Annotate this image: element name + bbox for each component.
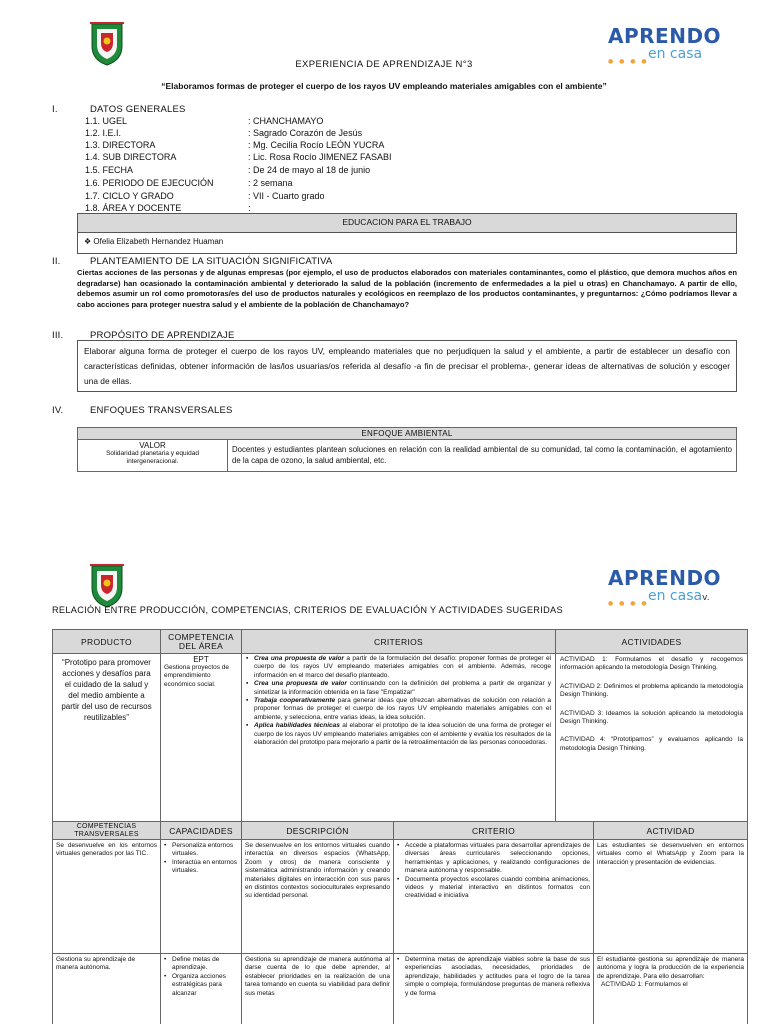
competencia-area-cell	[161, 654, 242, 824]
document-page-2	[0, 540, 768, 1024]
enfoque-table	[77, 427, 737, 472]
school-emblem-icon	[88, 564, 126, 608]
criterio-item: ▪ Crea una propuesta de valor continuando con la definición del problema a partir de organizar y sintetizar la información obtenida en la fase "Empatizar"	[246, 680, 551, 697]
actividad-cell	[594, 954, 748, 1024]
descripcion-text: Se desenvuelve en los entornos virtuales cuando interactúa en diversos espacios (WhatsApp, Zoom y otros) de manera consciente y sistemática administrando información y creando materiales digitales en interacción con sus pares en distintos contextos socioculturales expresando su identidad personal.	[242, 840, 394, 954]
criterio-item: ▪ Aplica habilidades técnicas al elaborar el prototipo de la idea solución de una forma de proteger el cuerpo de los rayos UV empleando materiales amigables con el ambiente y evalúa los resultados de la elaboración del prototipo para mejorarlo a partir de la retroalimentación de las personas conocedoras.	[246, 722, 551, 747]
producto-text: “Prototipo para promover acciones y desafíos para el cuidado de la salud y del medio ambiente a partir del uso de recursos reutilizables”	[53, 654, 161, 824]
enfoque-description: Docentes y estudiantes plantean soluciones en relación con la realidad ambiental de su comunidad, tal como la contaminación, el agotamiento de la capa de ozono, la salud ambiental, etc.	[228, 440, 737, 472]
actividad-item: ACTIVIDAD 1: Formulamos el desafío y recogemos información aplicando la metodología Design Thinking.	[560, 656, 743, 672]
area-header: EDUCACION PARA EL TRABAJO	[77, 213, 737, 233]
col-producto: PRODUCTO	[53, 630, 161, 654]
col-actividad: ACTIVIDAD	[594, 822, 748, 840]
col-competencia-area: COMPETENCIA DEL ÁREA	[161, 630, 242, 654]
page-subtitle: “Elaboramos formas de proteger el cuerpo de los rayos UV empleando materiales amigables con el ambiente”	[161, 81, 607, 91]
situacion-significativa-text: Ciertas acciones de las personas y de algunas empresas (por ejemplo, el uso de productos elaborados con materiales contaminantes, como el plástico, que demora muchos años en degradarse) han ocasionado la contaminación ambiental y deteriorado la salud de la población (incremento de enfermedades a la piel u otras) en Chanchamayo. A partir de ello, debemos asumir un rol como promotoras/es del uso de productos naturales y ecológicos en reemplazo de los productos contaminantes, y preguntarnos: ¿Cómo podríamos llevar a cabo acciones para proteger nuestra salud y el ambiente de la población de Chanchamayo?	[77, 268, 737, 309]
criterio-item: • Accede a plataformas virtuales para desarrollar aprendizajes de diversas áreas curriculares seleccionando opciones, herramientas y aplicaciones, y realizando configuraciones de manera autónoma y responsable.	[397, 842, 590, 876]
actividad-item: ACTIVIDAD 2: Definimos el problema aplicando la metodología Design Thinking.	[560, 682, 743, 699]
document-page-1: APRENDO ● ● ● ● en casa EXPERIENCIA DE APRENDIZAJE N°3 “Elaboramos formas de proteger el cuerpo de los rayos UV empleando materiales amigables con el ambiente” I. DATOS GENERALES 1.1. UGEL : CHANCHAMAYO 1.2. I.E.I. : Sagrado Corazón de Jesús 1.3. DIRECTORA : Mg. Cecilia Rocío LEÓN YUCRA 1.4. SUB DIRECTORA : Lic. Rosa Rocío JIMENEZ FASABI 1.5. FECHA : De 24 de mayo al 18 de junio 1.6. PERIODO DE EJECUCIÓN : 2 semana 1.7. CICLO Y GRADO : VII - Cuarto grado 1.8. ÁREA Y DOCENTE : EDUCACION PARA EL TRABAJO ❖ Ofelia Elizabeth Hernandez Huaman II. PLANTEAMIENTO DE LA SITUACIÓN SIGNIFICATIVA Ciertas acciones de las personas y de algunas empresas (por ejemplo, el uso de productos elaborados con materiales contaminantes, como el plástico, que demora muchos años en degradarse) han ocasionado la contaminación ambiental y deteriorado la salud de la población (incremento de enfermedades a la piel u otras) en Chanchamayo. A partir de ello, debemos asumir un rol como promotoras/es del uso de productos naturales y ecológicos en reemplazo de los productos contaminantes, y preguntarnos: ¿Cómo podríamos llevar a cabo acciones para proteger nuestra salud y el ambiente de la población de Chanchamayo? III. PROPÓSITO DE APRENDIZAJE Elaborar alguna forma de proteger el cuerpo de los rayos UV, empleando materiales que no perjudiquen la salud y el ambiente, a partir de establecer un desafío con características definidas, obtener información de las/los usuarias/os referida al desafío -a fin de precisar el problema-, generar ideas de alternativas de solución y escoger una de ellas. IV. ENFOQUES TRANSVERSALES ENFOQUE AMBIENTAL VALOR Solidaridad planetaria y equidad intergeneracional. Docentes y estudiantes plantean soluciones en relación con la realidad ambiental de su comunidad, tal como la contaminación, el agotamiento de la capa de ozono, la salud ambiental, etc.	[0, 0, 768, 500]
criterio-item: ▪ Crea una propuesta de valor a partir de la formulación del desafío: proponer formas de proteger el cuerpo de los rayos UV empleando materiales amigables con el ambiente. Además, recoge información en el marco del desafío planteado.	[246, 655, 551, 680]
actividad-text: El estudiante gestiona su aprendizaje de manera autónoma y logra la producción de la experiencia de aprendizaje. Para ello desarrollan:	[597, 956, 744, 980]
section-heading: I. DATOS GENERALES	[52, 104, 186, 115]
actividad-item: ACTIVIDAD 3: Ideamos la solución aplicando la metodología Design Thinking.	[560, 709, 743, 726]
criterio-cell	[394, 954, 594, 1024]
actividades-cell	[556, 654, 748, 824]
capacidad-item: • Define metas de aprendizaje.	[164, 956, 238, 973]
col-criterios: CRITERIOS	[242, 630, 556, 654]
actividad-item: ACTIVIDAD 1: Formulamos el	[601, 981, 688, 989]
competencia-transversal: Se desenvuelve en los entornos virtuales generados por las TIC.	[53, 840, 161, 954]
section-heading: III. PROPÓSITO DE APRENDIZAJE	[52, 330, 235, 341]
capacidades-cell	[161, 840, 242, 954]
capacidad-item: • Interactúa en entornos virtuales.	[164, 859, 238, 876]
col-capacidades: CAPACIDADES	[161, 822, 242, 840]
aprendo-en-casa-logo: APRENDO ● ● ● ● en casa	[608, 24, 722, 65]
col-descripcion: DESCRIPCIÓN	[242, 822, 394, 840]
col-actividades: ACTIVIDADES	[556, 630, 748, 654]
page-title: EXPERIENCIA DE APRENDIZAJE N°3	[295, 59, 473, 70]
produccion-table	[52, 629, 748, 824]
criterios-cell	[242, 654, 556, 824]
capacidad-item: • Personaliza entornos virtuales.	[164, 842, 238, 859]
relacion-title: RELACIÓN ENTRE PRODUCCIÓN, COMPETENCIAS, CRITERIOS DE EVALUACIÓN Y ACTIVIDADES SUGERIDAS	[52, 605, 563, 615]
criterio-item: • Determina metas de aprendizaje viables sobre la base de sus experiencias asociadas, necesidades, prioridades de aprendizaje, habilidades y actitudes para el logro de la tarea simple o compleja, formulándose preguntas de manera reflexiva y de forma	[397, 956, 590, 998]
criterio-cell	[394, 840, 594, 954]
aprendo-en-casa-logo: APRENDO ● ● ● ● en casav.	[608, 566, 722, 607]
competencia-transversal: Gestiona su aprendizaje de manera autónoma.	[53, 954, 161, 1024]
enfoque-header: ENFOQUE AMBIENTAL	[78, 428, 737, 440]
criterio-item: • Documenta proyectos escolares cuando combina animaciones, videos y material interactivo en distintos formatos con creatividad e iniciativa	[397, 876, 590, 901]
valor-label: VALOR	[139, 441, 166, 450]
criterio-item: ▪ Trabaja cooperativamente para generar ideas que ofrezcan alternativas de solución con relación a proponer formas de proteger el cuerpo de los rayos UV empleando materiales amigables con el ambiente, y selecciona, entre varias ideas, la idea solución.	[246, 697, 551, 722]
actividad-text: Las estudiantes se desenvuelven en entornos virtuales como el WhatsApp y Zoom para la interacción y presentación de evidencias.	[594, 840, 748, 954]
col-competencias-transversales: COMPETENCIAS TRANSVERSALES	[53, 822, 161, 840]
capacidad-item: • Organiza acciones estratégicas para alcanzar	[164, 973, 238, 998]
docente-name: ❖ Ofelia Elizabeth Hernandez Huaman	[77, 232, 737, 254]
proposito-text: Elaborar alguna forma de proteger el cuerpo de los rayos UV, empleando materiales que no perjudiquen la salud y el ambiente, a partir de establecer un desafío con características definidas, obtener información de las/los usuarias/os referida al desafío -a fin de precisar el problema-, generar ideas de alternativas de solución y escoger una de ellas.	[84, 346, 730, 386]
section-heading: IV. ENFOQUES TRANSVERSALES	[52, 405, 233, 416]
section-heading: II. PLANTEAMIENTO DE LA SITUACIÓN SIGNIFICATIVA	[52, 256, 333, 267]
capacidades-cell	[161, 954, 242, 1024]
valor-text: Solidaridad planetaria y equidad intergeneracional.	[106, 450, 199, 466]
actividad-item: ACTIVIDAD 4: “Prototipamos” y evaluamos aplicando la metodología Design Thinking.	[560, 736, 743, 752]
valor-cell	[78, 440, 228, 472]
competencias-transversales-table	[52, 821, 748, 1024]
proposito-box	[77, 340, 737, 392]
competencia-area-desc: Gestiona proyectos de emprendimiento económico social.	[164, 664, 230, 688]
competencia-area-label: EPT	[193, 655, 209, 664]
col-criterio: CRITERIO	[394, 822, 594, 840]
descripcion-text: Gestiona su aprendizaje de manera autónoma al darse cuenta de lo que debe aprender, al establecer prioridades en la realización de una tarea tomando en cuenta su viabilidad para definir sus metas	[242, 954, 394, 1024]
